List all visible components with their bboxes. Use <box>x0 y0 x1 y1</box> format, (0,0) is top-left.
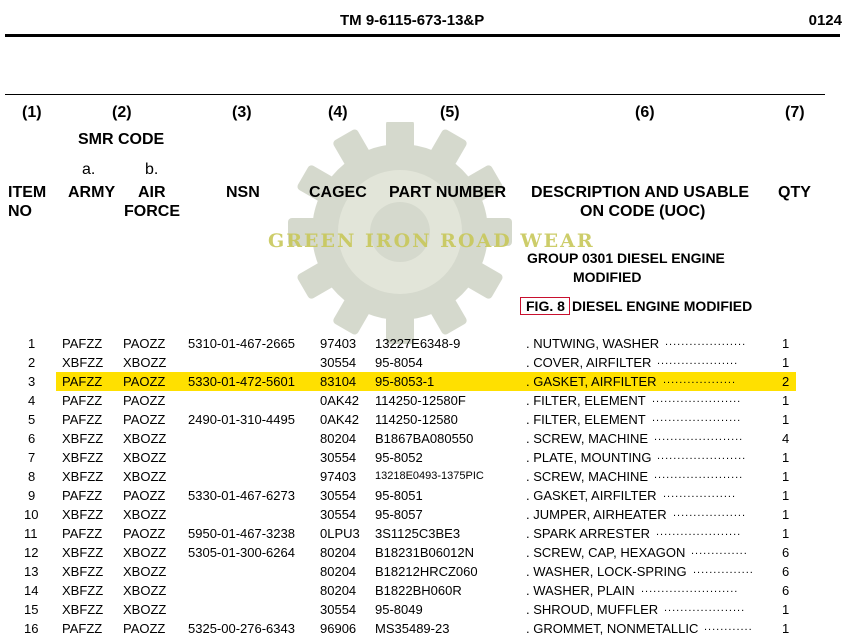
description: . JUMPER, AIRHEATER <box>526 507 667 522</box>
cagec: 0AK42 <box>320 412 360 427</box>
nsn: 5305-01-300-6264 <box>188 545 295 560</box>
table-row <box>0 429 854 448</box>
nsn: 2490-01-310-4495 <box>188 412 295 427</box>
table-row <box>0 505 854 524</box>
description: . SHROUD, MUFFLER <box>526 602 659 617</box>
description: . FILTER, ELEMENT <box>526 412 646 427</box>
quantity: 2 <box>782 374 790 389</box>
army-header: ARMY <box>68 184 116 201</box>
figure-title: DIESEL ENGINE MODIFIED <box>572 298 753 314</box>
cagec: 30554 <box>320 507 357 522</box>
quantity: 6 <box>782 564 790 579</box>
part-number: B18212HRCZ060 <box>375 564 478 579</box>
table-row <box>0 448 854 467</box>
description: . SCREW, MACHINE <box>526 431 649 446</box>
quantity: 1 <box>782 412 790 427</box>
cagec: 30554 <box>320 488 357 503</box>
col-num-6: (6) <box>635 104 655 121</box>
item-number: 13 <box>24 564 39 579</box>
page-number: 0124 <box>808 12 842 29</box>
leader-dots: ...................... <box>657 450 747 462</box>
description: . GROMMET, NONMETALLIC <box>526 621 699 636</box>
airforce-smr-code: PAOZZ <box>123 526 166 541</box>
part-number: 95-8052 <box>375 450 423 465</box>
cagec: 30554 <box>320 355 357 370</box>
description: . WASHER, LOCK-SPRING <box>526 564 687 579</box>
part-number: MS35489-23 <box>375 621 450 636</box>
nsn: 5310-01-467-2665 <box>188 336 295 351</box>
table-row <box>0 334 854 353</box>
item-header-line2: NO <box>8 203 32 220</box>
item-number: 5 <box>28 412 36 427</box>
leader-dots: ...................... <box>652 393 742 405</box>
quantity: 1 <box>782 602 790 617</box>
table-row <box>0 619 854 638</box>
col-num-2: (2) <box>112 104 132 121</box>
quantity: 1 <box>782 621 790 636</box>
cagec: 30554 <box>320 450 357 465</box>
cagec: 80204 <box>320 545 357 560</box>
leader-dots: ...................... <box>654 431 744 443</box>
col-num-4: (4) <box>328 104 348 121</box>
table-row <box>0 543 854 562</box>
leader-dots: ............ <box>704 621 753 633</box>
cagec: 0AK42 <box>320 393 360 408</box>
airforce-smr-code: PAOZZ <box>123 336 166 351</box>
description: . SPARK ARRESTER <box>526 526 651 541</box>
item-number: 16 <box>24 621 39 636</box>
col-num-5: (5) <box>440 104 460 121</box>
airforce-smr-code: XBOZZ <box>123 507 167 522</box>
leader-dots: .................... <box>665 336 747 348</box>
item-number: 10 <box>24 507 39 522</box>
quantity: 1 <box>782 336 790 351</box>
description: . GASKET, AIRFILTER <box>526 488 657 503</box>
leader-dots: .................. <box>663 488 737 500</box>
army-smr-code: XBFZZ <box>62 507 104 522</box>
quantity: 1 <box>782 450 790 465</box>
cagec: 97403 <box>320 336 357 351</box>
cagec: 30554 <box>320 602 357 617</box>
description: . COVER, AIRFILTER <box>526 355 652 370</box>
cagec-header: CAGEC <box>309 184 367 201</box>
airforce-smr-code: XBOZZ <box>123 469 167 484</box>
army-smr-code: XBFZZ <box>62 431 104 446</box>
smr-a-label: a. <box>82 161 96 178</box>
part-number-header: PART NUMBER <box>389 184 507 201</box>
item-number: 12 <box>24 545 39 560</box>
table-row <box>0 467 854 486</box>
table-row <box>0 372 854 391</box>
smr-b-label: b. <box>145 161 159 178</box>
airforce-smr-code: PAOZZ <box>123 374 166 389</box>
part-number: 95-8057 <box>375 507 423 522</box>
army-smr-code: PAFZZ <box>62 336 103 351</box>
army-smr-code: PAFZZ <box>62 374 103 389</box>
quantity: 4 <box>782 431 790 446</box>
quantity: 1 <box>782 469 790 484</box>
document-title: TM 9-6115-673-13&P <box>340 12 485 29</box>
table-row <box>0 486 854 505</box>
description: . WASHER, PLAIN <box>526 583 635 598</box>
airforce-smr-code: XBOZZ <box>123 602 167 617</box>
airforce-header-line1: AIR <box>138 184 166 201</box>
header-rule <box>5 34 840 37</box>
watermark-text: GREEN IRON ROAD WEAR <box>268 230 595 252</box>
item-number: 7 <box>28 450 36 465</box>
airforce-smr-code: PAOZZ <box>123 621 166 636</box>
table-row <box>0 524 854 543</box>
item-number: 2 <box>28 355 36 370</box>
qty-header: QTY <box>778 184 811 201</box>
airforce-smr-code: PAOZZ <box>123 488 166 503</box>
quantity: 1 <box>782 393 790 408</box>
part-number: 95-8051 <box>375 488 423 503</box>
part-number: 114250-12580F <box>375 393 466 408</box>
description: . PLATE, MOUNTING <box>526 450 652 465</box>
leader-dots: ............... <box>693 564 754 576</box>
cagec: 80204 <box>320 583 357 598</box>
cagec: 0LPU3 <box>320 526 360 541</box>
description: . NUTWING, WASHER <box>526 336 660 351</box>
leader-dots: ........................ <box>641 583 739 595</box>
nsn: 5330-01-467-6273 <box>188 488 295 503</box>
army-smr-code: XBFZZ <box>62 545 104 560</box>
cagec: 97403 <box>320 469 357 484</box>
nsn-header: NSN <box>226 184 260 201</box>
table-row <box>0 410 854 429</box>
airforce-smr-code: PAOZZ <box>123 393 166 408</box>
part-number: 95-8053-1 <box>375 374 435 389</box>
army-smr-code: PAFZZ <box>62 393 103 408</box>
leader-dots: .............. <box>691 545 748 557</box>
leader-dots: .................... <box>664 602 746 614</box>
airforce-smr-code: XBOZZ <box>123 583 167 598</box>
table-row <box>0 562 854 581</box>
part-number: B1822BH060R <box>375 583 462 598</box>
table-row <box>0 581 854 600</box>
quantity: 1 <box>782 355 790 370</box>
item-number: 14 <box>24 583 39 598</box>
description: . SCREW, MACHINE <box>526 469 649 484</box>
item-number: 8 <box>28 469 36 484</box>
nsn: 5325-00-276-6343 <box>188 621 295 636</box>
item-number: 6 <box>28 431 36 446</box>
quantity: 1 <box>782 488 790 503</box>
airforce-smr-code: XBOZZ <box>123 355 167 370</box>
quantity: 6 <box>782 583 790 598</box>
part-number: 13218E0493-1375PIC <box>375 470 484 482</box>
item-number: 4 <box>28 393 36 408</box>
item-number: 1 <box>28 336 36 351</box>
col-num-3: (3) <box>232 104 252 121</box>
part-number: B18231B06012N <box>375 545 475 560</box>
table-top-rule <box>5 94 825 95</box>
description-header-line1: DESCRIPTION AND USABLE <box>531 184 750 201</box>
part-number: 95-8049 <box>375 602 423 617</box>
description: . FILTER, ELEMENT <box>526 393 646 408</box>
group-title-line1: GROUP 0301 DIESEL ENGINE <box>527 250 725 266</box>
airforce-smr-code: PAOZZ <box>123 412 166 427</box>
leader-dots: ...................... <box>654 469 744 481</box>
airforce-smr-code: XBOZZ <box>123 450 167 465</box>
quantity: 1 <box>782 507 790 522</box>
figure-link[interactable]: FIG. 8 <box>526 298 565 314</box>
quantity: 1 <box>782 526 790 541</box>
part-number: B1867BA080550 <box>375 431 474 446</box>
nsn: 5950-01-467-3238 <box>188 526 295 541</box>
cagec: 80204 <box>320 564 357 579</box>
army-smr-code: PAFZZ <box>62 488 103 503</box>
part-number: 114250-12580 <box>375 412 458 427</box>
airforce-smr-code: XBOZZ <box>123 545 167 560</box>
part-number: 3S1125C3BE3 <box>375 526 461 541</box>
table-row <box>0 600 854 619</box>
nsn: 5330-01-472-5601 <box>188 374 295 389</box>
army-smr-code: XBFZZ <box>62 355 104 370</box>
army-smr-code: XBFZZ <box>62 469 104 484</box>
leader-dots: .................. <box>663 374 737 386</box>
cagec: 83104 <box>320 374 357 389</box>
col-num-1: (1) <box>22 104 42 121</box>
quantity: 6 <box>782 545 790 560</box>
col-num-7: (7) <box>785 104 805 121</box>
leader-dots: .................. <box>673 507 747 519</box>
cagec: 96906 <box>320 621 357 636</box>
army-smr-code: PAFZZ <box>62 621 103 636</box>
airforce-smr-code: XBOZZ <box>123 564 167 579</box>
description: . SCREW, CAP, HEXAGON <box>526 545 686 560</box>
army-smr-code: XBFZZ <box>62 450 104 465</box>
item-number: 9 <box>28 488 36 503</box>
item-header-line1: ITEM <box>8 184 47 201</box>
army-smr-code: PAFZZ <box>62 526 103 541</box>
item-number: 11 <box>24 526 38 541</box>
leader-dots: ...................... <box>652 412 742 424</box>
army-smr-code: PAFZZ <box>62 412 103 427</box>
leader-dots: ..................... <box>656 526 742 538</box>
army-smr-code: XBFZZ <box>62 583 104 598</box>
cagec: 80204 <box>320 431 357 446</box>
airforce-smr-code: XBOZZ <box>123 431 167 446</box>
part-number: 13227E6348-9 <box>375 336 461 351</box>
army-smr-code: XBFZZ <box>62 602 104 617</box>
table-row <box>0 391 854 410</box>
description: . GASKET, AIRFILTER <box>526 374 657 389</box>
part-number: 95-8054 <box>375 355 423 370</box>
army-smr-code: XBFZZ <box>62 564 104 579</box>
leader-dots: .................... <box>657 355 739 367</box>
item-number: 3 <box>28 374 36 389</box>
description-header-line2: ON CODE (UOC) <box>580 203 706 220</box>
table-row <box>0 353 854 372</box>
smr-code-header: SMR CODE <box>78 131 165 148</box>
item-number: 15 <box>24 602 39 617</box>
airforce-header-line2: FORCE <box>124 203 180 220</box>
group-title-line2: MODIFIED <box>573 269 642 285</box>
